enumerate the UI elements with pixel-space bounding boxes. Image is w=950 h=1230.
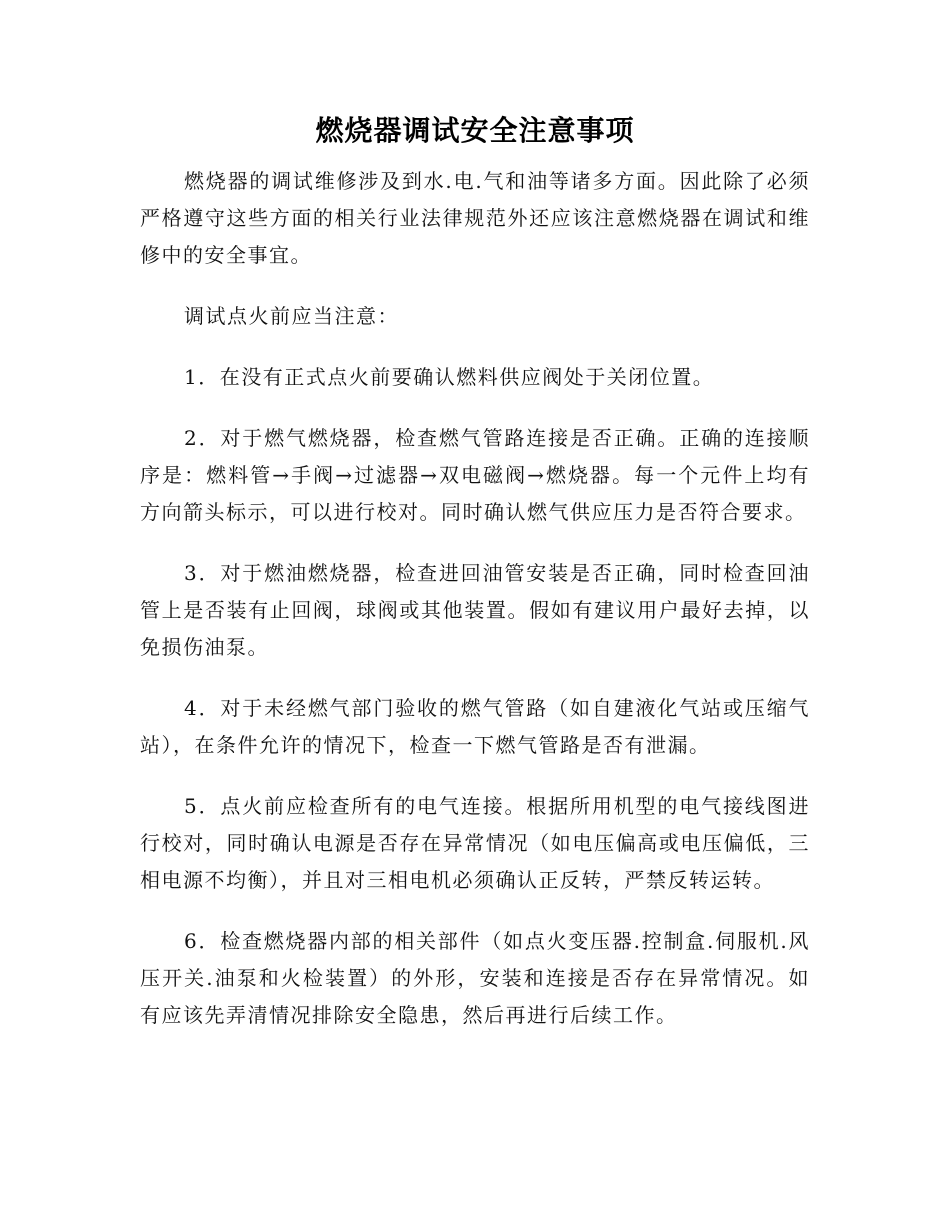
intro-paragraph: 燃烧器的调试维修涉及到水.电.气和油等诸多方面。因此除了必须严格遵守这些方面的相关行业法律规范外还应该注意燃烧器在调试和维修中的安全事宜。 xyxy=(140,169,810,267)
precaution-item-5: 5．点火前应检查所有的电气连接。根据所用机型的电气接线图进行校对，同时确认电源是否存在异常情况（如电压偏高或电压偏低，三相电源不均衡），并且对三相电机必须确认正反转，严禁反转运转。 xyxy=(140,794,810,892)
precaution-item-4: 4．对于未经燃气部门验收的燃气管路（如自建液化气站或压缩气站），在条件允许的情况下，检查一下燃气管路是否有泄漏。 xyxy=(140,696,810,757)
precaution-item-2: 2．对于燃气燃烧器，检查燃气管路连接是否正确。正确的连接顺序是：燃料管→手阀→过滤器→双电磁阀→燃烧器。每一个元件上均有方向箭头标示，可以进行校对。同时确认燃气供应压力是否符合要求。 xyxy=(140,426,810,524)
precautions-heading: 调试点火前应当注意： xyxy=(184,304,399,328)
precaution-item-1: 1．在没有正式点火前要确认燃料供应阀处于关闭位置。 xyxy=(184,365,715,389)
precaution-item-6: 6．检查燃烧器内部的相关部件（如点火变压器.控制盒.伺服机.风压开关.油泵和火检装置）的外形，安装和连接是否存在异常情况。如有应该先弄清情况排除安全隐患，然后再进行后续工作。 xyxy=(140,929,810,1027)
document-body xyxy=(140,163,810,1058)
precaution-item-3: 3．对于燃油燃烧器，检查进回油管安装是否正确，同时检查回油管上是否装有止回阀，球阀或其他装置。假如有建议用户最好去掉，以免损伤油泵。 xyxy=(140,561,810,659)
document-title: 燃烧器调试安全注意事项 xyxy=(315,114,635,147)
